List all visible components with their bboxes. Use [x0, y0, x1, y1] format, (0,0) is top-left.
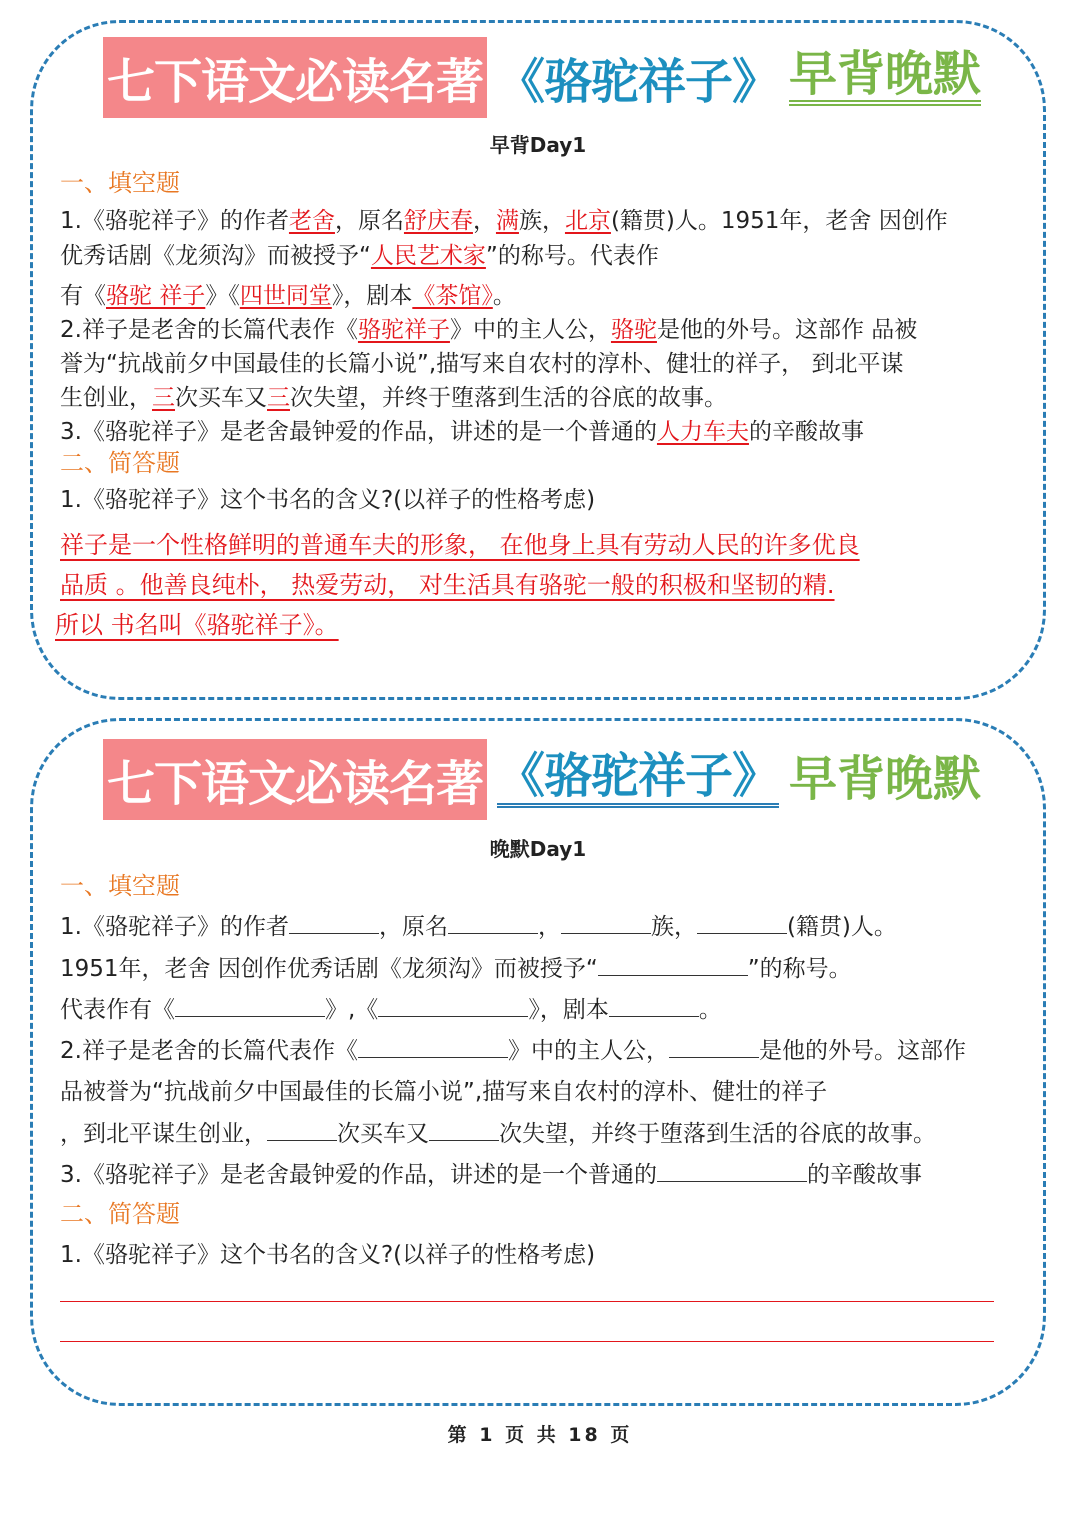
line-text: 》《: [205, 283, 240, 309]
text-line: [60, 281, 516, 311]
answer-text: 骆驼祥子: [357, 317, 450, 343]
blank-field[interactable]: [289, 911, 379, 934]
line-text: 2.祥子是老舍的长篇代表作《: [60, 1038, 358, 1064]
line-text: 。: [698, 997, 722, 1023]
text-line: [60, 994, 722, 1025]
answer-line: 祥子是一个性格鲜明的普通车夫的形象， 在他身上具有劳动人民的许多优良: [60, 531, 860, 559]
line-text: 》,《: [325, 997, 379, 1023]
line-text: 3.《骆驼祥子》是老舍最钟爱的作品，讲述的是一个普通的: [60, 419, 657, 445]
answer-text: 北京: [564, 208, 611, 234]
text-line: [60, 1035, 966, 1066]
line-text: ，到北平谋生创业，: [60, 1121, 267, 1147]
line-text: 》中的主人公，: [449, 317, 611, 343]
answer-rule[interactable]: [60, 1301, 994, 1302]
answer-text: 四世同堂: [239, 283, 332, 309]
answer-text: 老舍: [288, 208, 335, 234]
line-text: 族，: [650, 914, 697, 940]
blank-field[interactable]: [598, 953, 748, 976]
blank-field[interactable]: [267, 1118, 337, 1141]
answer-line: 所以 书名叫《骆驼祥子》。: [55, 611, 339, 639]
blank-field[interactable]: [448, 911, 538, 934]
title-mode: 早背晚默: [789, 48, 981, 107]
blank-field[interactable]: [669, 1035, 759, 1058]
blank-field[interactable]: [358, 1035, 508, 1058]
text-line: [60, 315, 917, 345]
text-line: [60, 1118, 936, 1149]
line-text: (籍贯)人。1951年，老舍 因创作: [610, 208, 948, 234]
blank-field[interactable]: [378, 994, 528, 1017]
line-text: 3.《骆驼祥子》是老舍最钟爱的作品，讲述的是一个普通的: [60, 1162, 657, 1188]
line-text: ，: [537, 914, 561, 940]
line-text: 》中的主人公，: [507, 1038, 669, 1064]
line-text: 的辛酸故事: [806, 1162, 922, 1188]
line-text: 1.《骆驼祥子》的作者: [60, 914, 289, 940]
line-text: 品被誉为“抗战前夕中国最佳的长篇小说”,描写来自农村的淳朴、健壮的祥子: [60, 1079, 828, 1105]
line-text: (籍贯)人。: [786, 914, 897, 940]
answer-text: 骆驼 祥子: [106, 283, 206, 309]
title-mode: 早背晚默: [789, 750, 982, 807]
line-text: 次买车又: [337, 1121, 429, 1147]
line-text: 1.《骆驼祥子》的作者: [60, 208, 289, 234]
line-text: 》，剧本: [331, 283, 413, 309]
line-text: 2.祥子是老舍的长篇代表作《: [60, 317, 358, 343]
blank-field[interactable]: [561, 911, 651, 934]
evening-card: [30, 718, 1046, 1406]
page-title: [103, 737, 981, 821]
text-line: [60, 349, 903, 379]
page-title: [103, 35, 981, 119]
text-line: [60, 953, 852, 984]
line-text: 次失望，并终于堕落到生活的谷底的故事。: [290, 385, 727, 411]
line-text: 次买车又: [175, 385, 267, 411]
section-heading-fill: 一、填空题: [60, 872, 180, 900]
section-heading-short: 二、简答题: [60, 1200, 180, 1228]
answer-text: 三: [267, 385, 290, 411]
answer-text: 三: [152, 385, 175, 411]
question: 1.《骆驼祥子》这个书名的含义?(以祥子的性格考虑): [60, 487, 596, 513]
blank-field[interactable]: [175, 994, 325, 1017]
text-line: [60, 206, 948, 236]
line-text: 1951年，老舍 因创作优秀话剧《龙须沟》而被授予“: [60, 956, 598, 982]
blank-field[interactable]: [609, 994, 699, 1017]
text-line: [60, 1159, 922, 1190]
blank-field[interactable]: [697, 911, 787, 934]
line-text: 族，: [518, 208, 565, 234]
question: 1.《骆驼祥子》这个书名的含义?(以祥子的性格考虑): [60, 1242, 596, 1268]
answer-text: 人力车夫: [656, 419, 749, 445]
morning-card: [30, 20, 1046, 700]
day-label: 早背Day1: [489, 133, 587, 157]
line-text: 。: [492, 283, 516, 309]
text-line: [60, 911, 897, 942]
answer-text: 满: [495, 208, 519, 234]
line-text: ，原名: [334, 208, 404, 234]
page-number: 第 1 页 共 18 页: [447, 1424, 633, 1446]
line-text: 的辛酸故事: [748, 419, 864, 445]
line-text: 代表作有《: [60, 997, 175, 1023]
text-line: [60, 417, 864, 447]
answer-text: 人民艺术家: [370, 243, 486, 269]
line-text: 是他的外号。这部作: [758, 1038, 966, 1064]
text-line: [60, 1077, 827, 1107]
answer-text: 《茶馆》: [412, 283, 493, 309]
line-text: ，: [472, 208, 496, 234]
answer-rule[interactable]: [60, 1341, 994, 1342]
line-text: 有《: [60, 283, 106, 309]
section-heading-fill: 一、填空题: [60, 169, 180, 197]
answer-text: 舒庆春: [403, 208, 473, 234]
line-text: 生创业，: [60, 385, 152, 411]
title-series: 七下语文必读名著: [103, 37, 487, 118]
blank-field[interactable]: [429, 1118, 499, 1141]
line-text: 次失望，并终于堕落到生活的谷底的故事。: [499, 1121, 936, 1147]
line-text: 誉为“抗战前夕中国最佳的长篇小说”,描写来自农村的淳朴、健壮的祥子， 到北平谋: [60, 351, 904, 377]
title-book: 《骆驼祥子》: [497, 53, 780, 110]
line-text: ”的称号。代表作: [485, 243, 659, 269]
section-heading-short: 二、简答题: [60, 449, 180, 477]
line-text: 优秀话剧《龙须沟》而被授予“: [60, 243, 371, 269]
answer-text: 骆驼: [610, 317, 657, 343]
text-line: [60, 241, 659, 271]
blank-field[interactable]: [657, 1159, 807, 1182]
day-label: 晚默Day1: [489, 837, 587, 861]
line-text: ，原名: [378, 914, 448, 940]
line-text: 是他的外号。这部作 品被: [656, 317, 918, 343]
answer-line: 品质 。他善良纯朴， 热爱劳动， 对生活具有骆驼一般的积极和坚韧的精.: [60, 571, 835, 599]
line-text: ”的称号。: [747, 956, 852, 982]
title-series: 七下语文必读名著: [103, 739, 487, 820]
title-book: 《骆驼祥子》: [497, 750, 779, 808]
text-line: [60, 383, 727, 413]
line-text: 》，剧本: [528, 997, 609, 1023]
